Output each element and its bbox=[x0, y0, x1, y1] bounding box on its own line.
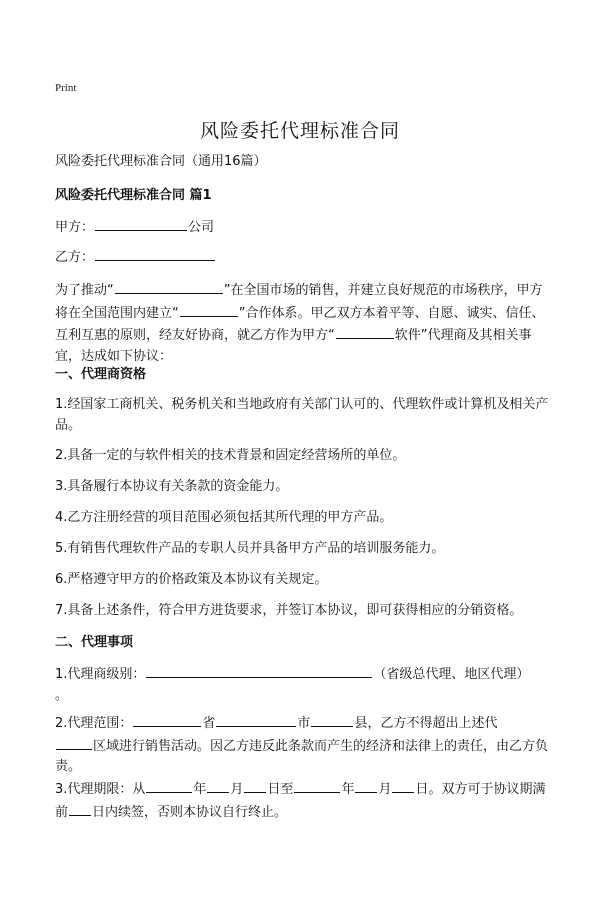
chapter-heading: 风险委托代理标准合同 篇1 bbox=[55, 188, 212, 203]
month-text: 月 bbox=[230, 782, 244, 797]
end-month-blank bbox=[355, 778, 377, 793]
list-item: 3.具备履行本协议有关条款的资金能力。 bbox=[55, 479, 289, 494]
party-b-line bbox=[55, 246, 550, 269]
end-day-blank bbox=[392, 778, 414, 793]
region-blank bbox=[56, 735, 92, 750]
intro-text-3: ”合作体系。甲乙双方本着平等、自愿、诚实、信任、互利互惠的原则，经友好协商，就乙方作为甲方“ bbox=[55, 305, 545, 343]
party-a-blank bbox=[95, 216, 187, 231]
agent-level-blank bbox=[146, 663, 372, 678]
end-year-blank bbox=[294, 778, 340, 793]
start-month-blank bbox=[207, 778, 229, 793]
start-day-blank bbox=[244, 778, 266, 793]
list-item: 2.具备一定的与软件相关的技术背景和固定经营场所的单位。 bbox=[55, 448, 406, 463]
agent-term-clause bbox=[55, 778, 550, 823]
province-blank bbox=[133, 712, 201, 727]
list-item: 5.有销售代理软件产品的专职人员并具备甲方产品的培训服务能力。 bbox=[55, 541, 445, 556]
province-text: 省 bbox=[202, 716, 216, 731]
document-subtitle: 风险委托代理标准合同（通用16篇） bbox=[55, 154, 267, 169]
list-item: 1.经国家工商机关、税务机关和当地政府有关部门认可的、代理软件或计算机及相关产品。 bbox=[55, 397, 549, 433]
term-tail-text: 日内续签，否则本协议自行终止。 bbox=[92, 804, 288, 820]
party-a-label: 甲方： bbox=[55, 220, 95, 235]
agent-scope-clause bbox=[55, 712, 550, 778]
software-blank bbox=[336, 324, 394, 339]
day-to-text: 日至 bbox=[267, 782, 294, 797]
month2-text: 月 bbox=[378, 782, 392, 797]
party-a-suffix: 公司 bbox=[188, 220, 215, 235]
section1-heading: 一、代理商资格 bbox=[55, 367, 147, 382]
agent-level-clause bbox=[55, 663, 550, 706]
agent-level-end: 。 bbox=[55, 687, 69, 703]
list-item: 4.乙方注册经营的项目范围必须包括其所代理的甲方产品。 bbox=[55, 510, 393, 525]
year-text: 年 bbox=[193, 782, 207, 797]
party-a-line bbox=[55, 216, 550, 239]
party-b-label: 乙方： bbox=[55, 250, 95, 265]
city-text: 市 bbox=[297, 716, 311, 731]
document-title: 风险委托代理标准合同 bbox=[199, 120, 400, 142]
city-blank bbox=[216, 712, 296, 727]
agent-level-options: （省级总代理、地区代理） bbox=[373, 667, 530, 682]
system-blank bbox=[180, 302, 238, 317]
intro-text-2: ”在全国市场的销售，并建立良好规范的市场秩序，甲方将在全国范围内建立“ bbox=[55, 283, 543, 321]
scope-rest-text: 区域进行销售活动。因乙方违反此条款而产生的经济和法律上的责任，由乙方负责。 bbox=[55, 738, 549, 774]
term-label: 3.代理期限：从 bbox=[55, 782, 146, 797]
intro-paragraph bbox=[55, 279, 550, 367]
intro-text-4: 软件”代理商及其相关事宜，达成如下协议： bbox=[55, 328, 532, 364]
section2-heading: 二、代理事项 bbox=[55, 635, 134, 650]
year2-text: 年 bbox=[341, 782, 355, 797]
day-end-text: 日。双方可于协议期满前 bbox=[55, 782, 546, 820]
agent-level-label: 1.代理商级别： bbox=[55, 667, 146, 682]
county-blank bbox=[311, 712, 353, 727]
scope-label: 2.代理范围： bbox=[55, 716, 133, 731]
party-b-blank bbox=[95, 246, 215, 261]
list-item: 7.具备上述条件，符合甲方进货要求，并签订本协议，即可获得相应的分销资格。 bbox=[55, 603, 523, 618]
county-text: 县，乙方不得超出上述代 bbox=[354, 716, 498, 731]
print-link[interactable]: Print bbox=[55, 82, 77, 94]
product-blank bbox=[115, 279, 223, 294]
list-item: 6.严格遵守甲方的价格政策及本协议有关规定。 bbox=[55, 572, 328, 587]
start-year-blank bbox=[146, 778, 192, 793]
intro-text-1: 为了推动“ bbox=[55, 283, 114, 298]
renewal-days-blank bbox=[69, 801, 91, 816]
